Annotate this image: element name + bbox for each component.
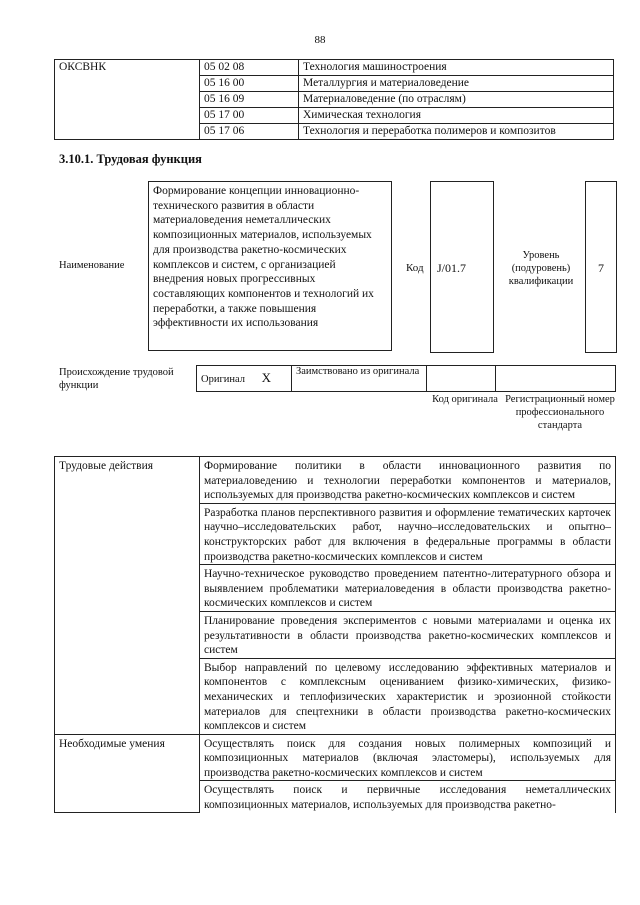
table-row [55, 60, 614, 76]
kod-original-label: Код оригинала [432, 394, 498, 405]
skill: Осуществлять поиск для создания новых полимерных композиций и композиционных материалов (включая эластомеры), используемых для производства ракетно-космических комплексов и систем [200, 734, 616, 781]
kod-label: Код [406, 262, 424, 274]
page-number: 88 [314, 34, 326, 46]
table-row [197, 366, 616, 392]
okso-name: Технология и переработка полимеров и композитов [299, 124, 614, 140]
table-row [55, 457, 616, 504]
okso-name: Материаловедение (по отраслям) [299, 92, 614, 108]
function-details-table [54, 456, 616, 813]
okso-code: 05 17 06 [200, 124, 299, 140]
reg-number-cell [496, 366, 616, 392]
okso-name: Химическая технология [299, 108, 614, 124]
original-label: Оригинал [201, 373, 245, 385]
original-mark: X [261, 369, 272, 385]
naimenovanie-label: Наименование [59, 260, 125, 271]
okso-code: 05 02 08 [200, 60, 299, 76]
section-heading: 3.10.1. Трудовая функция [59, 152, 202, 166]
level-box [585, 181, 617, 353]
okso-code: 05 17 00 [200, 108, 299, 124]
table-row [55, 734, 616, 781]
labor-action: Разработка планов перспективного развития и оформление тематических карточек научно–исследовательских работ, научно–исследовательских и опытно–конструкторских работ для включения в федеральные программы в области производства ракетно-космических комплексов и систем [200, 503, 616, 564]
kod-original-cell [427, 366, 496, 392]
okso-code: 05 16 09 [200, 92, 299, 108]
level-value: 7 [598, 261, 604, 275]
labor-action: Выбор направлений по целевому исследованию эффективных материалов и компонентов с комплексным оцениванием физико-химических, физико-механических и теплофизических характеристик и эрозионной стойкости материалов для спецтехники в области производства ракетно-космических комплексов и систем [200, 658, 616, 734]
level-label: Уровень (подуровень) квалификации [508, 250, 574, 287]
labor-actions-label: Трудовые действия [55, 457, 200, 735]
kod-box [430, 181, 494, 353]
skills-label: Необходимые умения [55, 734, 200, 812]
kod-value: J/01.7 [437, 261, 467, 275]
skill: Осуществлять поиск и первичные исследования неметаллических композиционных материалов, используемых для производства ракетно- [200, 781, 616, 813]
borrowed-label: Заимствовано из оригинала [292, 366, 427, 392]
okso-name: Технология машиностроения [299, 60, 614, 76]
reg-number-label: Регистрационный номер профессионального стандарта [505, 394, 615, 431]
labor-action: Научно-техническое руководство проведением патентно-литературного обзора и выявлением проблематики материаловедения в области производства ракетно-космических комплексов и систем [200, 565, 616, 612]
okso-label: ОКСВНК [55, 60, 200, 140]
origin-label: Происхождение трудовой функции [59, 367, 174, 391]
naimenovanie-text: Формирование концепции инновационно-технического развития в области материаловедения неметаллических композиционных материалов, используемых для производства ракетно-космических комплексов и систем, с организацией внедрения новых прогрессивных составляющих компонентов и технологий их переработки, а также повышения эффективности их использования [148, 181, 392, 351]
labor-action: Формирование политики в области инновационного развития по материаловедению и технологии переработки компонентов и материалов, используемых для производства ракетно-космических комплексов и систем [200, 457, 616, 504]
okso-name: Металлургия и материаловедение [299, 76, 614, 92]
original-cell [197, 366, 292, 392]
labor-action: Планирование проведения экспериментов с новыми материалами и оценка их результативности в области производства ракетно-космических комплексов и систем [200, 611, 616, 658]
okso-code: 05 16 00 [200, 76, 299, 92]
okso-table [54, 59, 614, 140]
origin-table [196, 365, 616, 392]
